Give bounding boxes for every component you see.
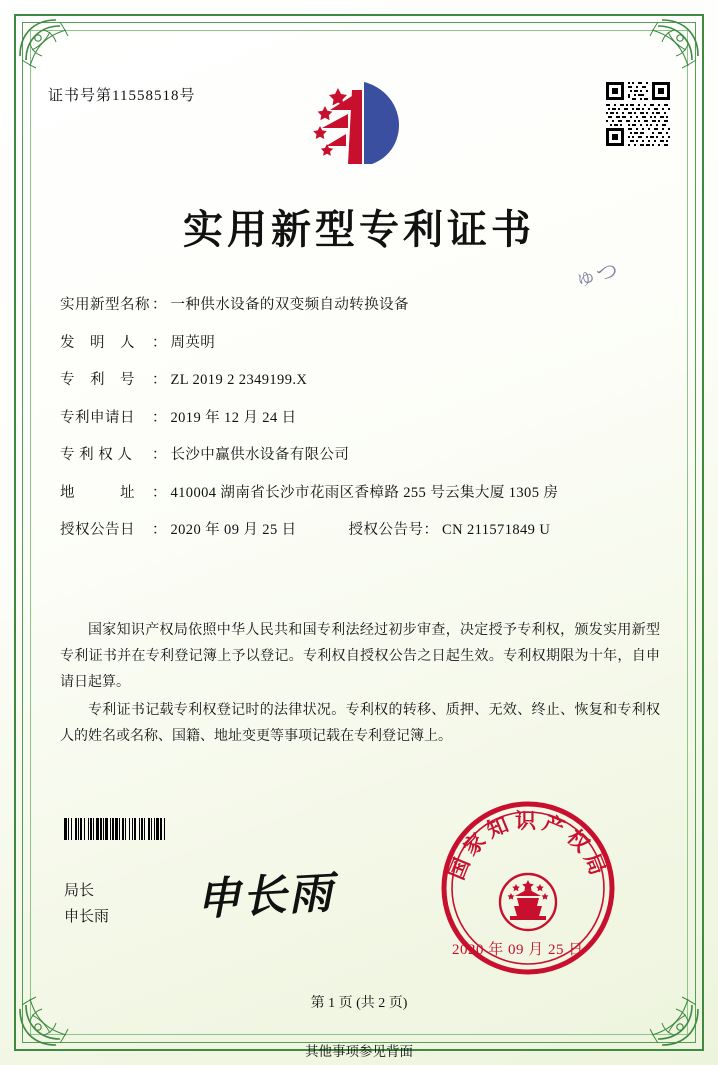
legal-paragraph: 专利证书记载专利权登记时的法律状况。专利权的转移、质押、无效、终止、恢复和专利权人的姓名或名称、国籍、地址变更等事项记载在专利登记簿上。 — [60, 703, 660, 744]
field-label: 专利申请日 — [60, 409, 135, 426]
field-row-patentee — [60, 448, 660, 463]
field-separator: ： — [152, 447, 167, 463]
field-separator: ： — [152, 522, 167, 538]
field-separator: ： — [423, 522, 439, 538]
field-value: ZL 2019 2 2349199.X — [170, 372, 308, 388]
director-name: 申长雨 — [64, 909, 110, 925]
field-label: 专 利 权 人 — [60, 447, 133, 463]
svg-text:国家知识产权局: 国家知识产权局 — [444, 809, 612, 884]
field-label: 实用新型名称 — [60, 297, 150, 313]
field-row-address — [60, 486, 660, 501]
field-list — [60, 298, 660, 561]
legal-paragraph: 国家知识产权局依照中华人民共和国专利法经过初步审查，决定授予专利权，颁发实用新型专利证书并在专利登记簿上予以登记。专利权自授权公告之日起生效。专利权期限为十年，自申请日起算。 — [60, 623, 660, 690]
field-value-grant-number: CN 211571849 U — [442, 522, 551, 538]
corner-ornament-icon — [16, 979, 86, 1049]
director-signature: 申长雨 — [195, 868, 336, 925]
field-label: 专 利 号 — [60, 372, 135, 388]
page-title: 实用新型专利证书 — [183, 207, 535, 252]
field-separator: ： — [152, 297, 167, 313]
field-row-application-date — [60, 411, 660, 426]
barcode-icon — [64, 818, 274, 840]
seal-date: 2020 年 09 月 25 日 — [452, 942, 584, 958]
field-separator: ： — [152, 484, 167, 501]
field-label-grant-number: 授权公告号 — [348, 522, 424, 538]
page-number: 第 1 页 (共 2 页) — [310, 996, 408, 1011]
field-row-grant-announcement — [60, 523, 660, 538]
field-value: 周英明 — [170, 334, 216, 351]
handwritten-mark: ゅつ — [572, 257, 621, 292]
field-row-utility-model-name — [60, 298, 660, 313]
corner-ornament-icon — [632, 16, 702, 86]
field-value: 2019 年 12 月 24 日 — [170, 409, 297, 426]
field-row-patent-number — [60, 373, 660, 388]
field-value: 一种供水设备的双变频自动转换设备 — [170, 297, 409, 313]
legal-text-block — [60, 618, 660, 752]
field-separator: ： — [152, 409, 167, 426]
director-title-block — [64, 878, 109, 930]
field-separator: ： — [152, 372, 167, 388]
qr-code-icon — [604, 80, 672, 148]
footer-note: 其他事项参见背面 — [305, 1044, 413, 1059]
field-label: 发 明 人 — [60, 334, 135, 351]
field-value-grant-date: 2020 年 09 月 25 日 — [170, 522, 297, 538]
field-value: 410004 湖南省长沙市花雨区香樟路 255 号云集大厦 1305 房 — [170, 484, 559, 501]
field-value: 长沙中赢供水设备有限公司 — [170, 447, 350, 463]
director-title: 局长 — [64, 883, 95, 899]
field-separator: ： — [152, 334, 167, 351]
field-label: 地 址 — [60, 484, 135, 501]
corner-ornament-icon — [632, 979, 702, 1049]
cnipa-logo-icon — [304, 76, 414, 172]
certificate-number: 证书号第11558518号 — [48, 88, 196, 104]
field-label-grant-date: 授权公告日 — [60, 522, 135, 538]
field-row-inventor — [60, 336, 660, 351]
corner-ornament-icon — [16, 16, 86, 86]
